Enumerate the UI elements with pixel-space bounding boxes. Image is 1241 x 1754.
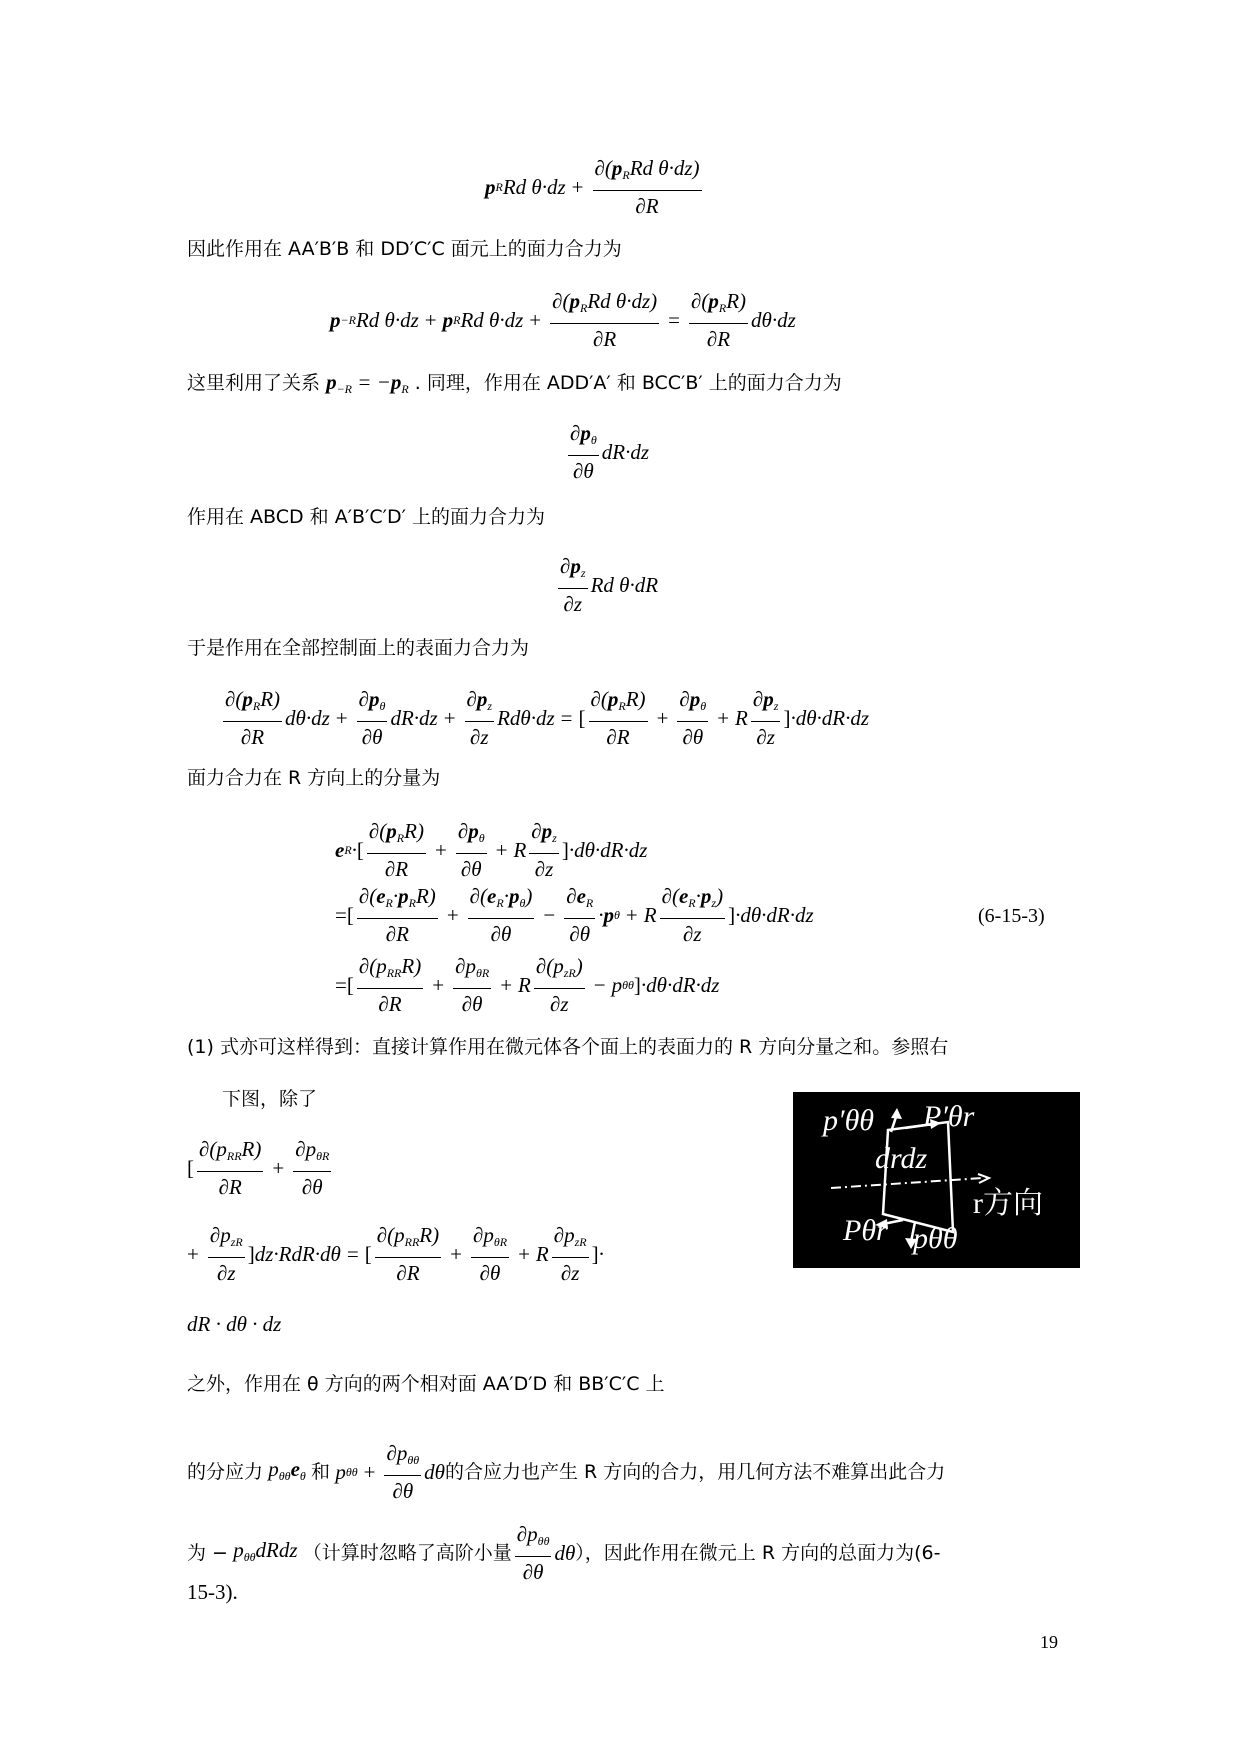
stress-term-1: $p_{\theta\theta}e_\theta$ [263,1456,306,1483]
equation-6-line-1: e R · [ $\frac{\partial(p_RR)}{\partial R}$ + $\frac{\partial p_\theta}{\partial\theta}$ + R $\frac{\partial p_z}{\partial z}$ ] ·dθ·dR·dz [335,819,648,881]
text-line-8: dR · dθ · dz [187,1312,282,1336]
label-r-direction: r方向 [973,1187,1043,1220]
text-line-10: 的分应力 $p_{\theta\theta}e_\theta$ 和 p θθ + $\frac{\partial p_{\theta\theta}}{\partial\theta}$ dθ 的合应力也产生 R 方向的合力，用几何方法不难算出此合力 [187,1441,946,1503]
equation-6-line-2: =[ $\frac{\partial(e_R\cdot p_RR)}{\partial R}$ + $\frac{\partial(e_R\cdot p_\theta)}{\partial\theta}$ − $\frac{\partial e_R}{\partial\theta}$ · p θ + R $\frac{\partial(e_R\cdot p_z)}{\partial z}$ ] ·dθ·dR·dz [335,884,814,946]
text-line-7: 下图，除了 [222,1088,318,1110]
label-p-theta-r: Pθr [843,1214,888,1247]
resultant-term: $p_{\theta\theta}dRdz$ [227,1537,303,1564]
label-drdz: drdz [875,1142,928,1175]
text-line-4: 于是作用在全部控制面上的表面力合力为 [187,637,530,659]
relation-formula: $p_{-R} = -p_R$ [326,370,409,396]
high-order-term: $\frac{\partial p_{\theta\theta}}{\partial\theta}$ dθ [516,1522,576,1584]
text-line-2: 这里利用了关系 $p_{-R} = -p_R$ . 同理，作用在 ADD′A′ 和 BCC′B′ 上的面力合力为 [187,370,842,396]
label-p-theta-theta: pθθ [913,1222,958,1255]
text-line-9: 之外，作用在 θ 方向的两个相对面 AA′D′D 和 BB′C′C 上 [187,1373,665,1395]
equation-5: $\frac{\partial(p_RR)}{\partial R}$ dθ·dz + $\frac{\partial p_\theta}{\partial\theta}$ dR·dz + $\frac{\partial p_z}{\partial z}$ Rdθ·dz = [ $\frac{\partial(p_RR)}{\partial R}$ + $\frac{\partial p_\theta}{\partial\theta}$ + R $\frac{\partial p_z}{\partial z}$ ] ·dθ·dR·dz [225,687,870,749]
equation-2: p −R Rd θ·dz + p R Rd θ·dz + $\frac{\partial(p_RRd \theta\cdot dz)}{\partial R}$ = $\frac{\partial(p_RR)}{\partial R}$ dθ·dz [330,289,796,351]
equation-number: (6-15-3) [978,905,1045,927]
page-number: 19 [1040,1632,1058,1652]
equation-7-line-1: [ $\frac{\partial(p_{RR}R)}{\partial R}$ + $\frac{\partial p_{\theta R}}{\partial\theta}$ [187,1137,330,1199]
equation-4: $\frac{\partial p_z}{\partial z}$ Rd θ·dR [560,554,659,616]
text-line-5: 面力合力在 R 方向上的分量为 [187,767,441,789]
text-line-12: 15-3). [187,1580,238,1604]
equation-7-line-2: + $\frac{\partial p_{zR}}{\partial z}$ ] dz·RdR·dθ = [ $\frac{\partial(p_{RR}R)}{\partial R}$ + $\frac{\partial p_{\theta R}}{\partial\theta}$ + R $\frac{\partial p_{zR}}{\partial z}$ ] · [187,1223,604,1285]
text-line-6: (1) 式亦可这样得到：直接计算作用在微元体各个面上的表面力的 R 方向分量之和。参照右 [187,1036,949,1058]
stress-element-figure [793,1092,1080,1268]
equation-1: p R Rd θ·dz + $\frac{\partial(p_RRd \theta\cdot dz)}{\partial R}$ [485,156,700,218]
equation-3: $\frac{\partial p_\theta}{\partial\theta}$ dR·dz [570,421,650,483]
label-p-prime-theta-r: P′θr [923,1100,975,1133]
text-line-1: 因此作用在 AA′B′B 和 DD′C′C 面元上的面力合力为 [187,238,622,260]
label-p-prime-theta-theta: p′θθ [823,1104,875,1137]
text-line-11: 为 − $p_{\theta\theta}dRdz$ （计算时忽略了高阶小量 $\frac{\partial p_{\theta\theta}}{\partial\theta}$ dθ ），因此作用在微元上 R 方向的总面力为(6- [187,1522,941,1584]
equation-6-line-3: =[ $\frac{\partial(p_{RR}R)}{\partial R}$ + $\frac{\partial p_{\theta R}}{\partial\theta}$ + R $\frac{\partial(p_{zR})}{\partial z}$ − p θθ ] ·dθ·dR·dz [335,954,720,1016]
stress-term-2: p θθ + $\frac{\partial p_{\theta\theta}}{\partial\theta}$ dθ [330,1441,445,1503]
text-line-3: 作用在 ABCD 和 A′B′C′D′ 上的面力合力为 [187,506,545,528]
